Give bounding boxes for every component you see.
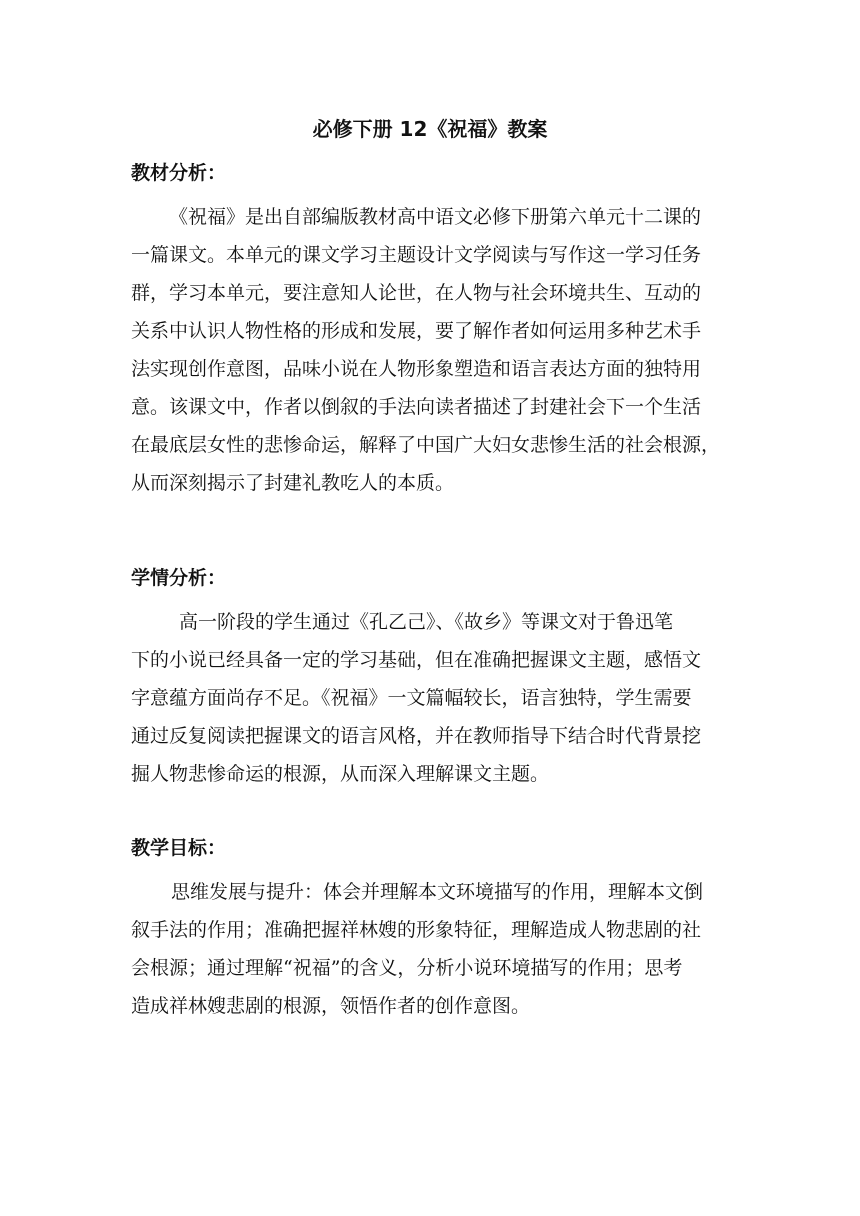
paragraph-line: 意。该课文中，作者以倒叙的手法向读者描述了封建社会下一个生活 (131, 396, 702, 418)
paragraph-line: 《祝福》是出自部编版教材高中语文必修下册第六单元十二课的 (169, 206, 702, 228)
paragraph-line: 会根源；通过理解“祝福”的含义，分析小说环境描写的作用；思考 (131, 957, 683, 979)
section-heading-learner-analysis: 学情分析： (131, 567, 227, 589)
paragraph-line: 思维发展与提升：体会并理解本文环境描写的作用，理解本文倒 (171, 881, 704, 903)
paragraph-line: 字意蕴方面尚存不足。《祝福》一文篇幅较长，语言独特，学生需要 (131, 687, 692, 709)
paragraph-line: 通过反复阅读把握课文的语言风格，并在教师指导下结合时代背景挖 (131, 725, 702, 747)
paragraph-line: 造成祥林嫂悲剧的根源，领悟作者的创作意图。 (131, 995, 531, 1017)
paragraph-textbook-analysis (131, 198, 731, 502)
page-title: 必修下册 12《祝福》教案 (312, 117, 548, 141)
paragraph-line: 群，学习本单元，要注意知人论世，在人物与社会环境共生、互动的 (131, 282, 702, 304)
paragraph-line: 一篇课文。本单元的课文学习主题设计文学阅读与写作这一学习任务 (131, 244, 702, 266)
section-heading-textbook-analysis: 教材分析： (131, 162, 227, 184)
paragraph-line: 从而深刻揭示了封建礼教吃人的本质。 (131, 472, 455, 494)
paragraph-learner-analysis (131, 603, 731, 793)
paragraph-teaching-goals (131, 873, 731, 1025)
paragraph-line: 高一阶段的学生通过《孔乙己》、《故乡》等课文对于鲁迅笔 (179, 611, 674, 633)
paragraph-line: 掘人物悲惨命运的根源，从而深入理解课文主题。 (131, 763, 550, 785)
paragraph-line: 下的小说已经具备一定的学习基础，但在准确把握课文主题，感悟文 (131, 649, 702, 671)
paragraph-line: 法实现创作意图，品味小说在人物形象塑造和语言表达方面的独特用 (131, 358, 702, 380)
paragraph-line: 关系中认识人物性格的形成和发展，要了解作者如何运用多种艺术手 (131, 320, 702, 342)
paragraph-line: 在最底层女性的悲惨命运，解释了中国广大妇女悲惨生活的社会根源， (131, 434, 721, 456)
section-heading-teaching-goals: 教学目标： (131, 837, 227, 859)
paragraph-line: 叙手法的作用；准确把握祥林嫂的形象特征，理解造成人物悲剧的社 (131, 919, 702, 941)
